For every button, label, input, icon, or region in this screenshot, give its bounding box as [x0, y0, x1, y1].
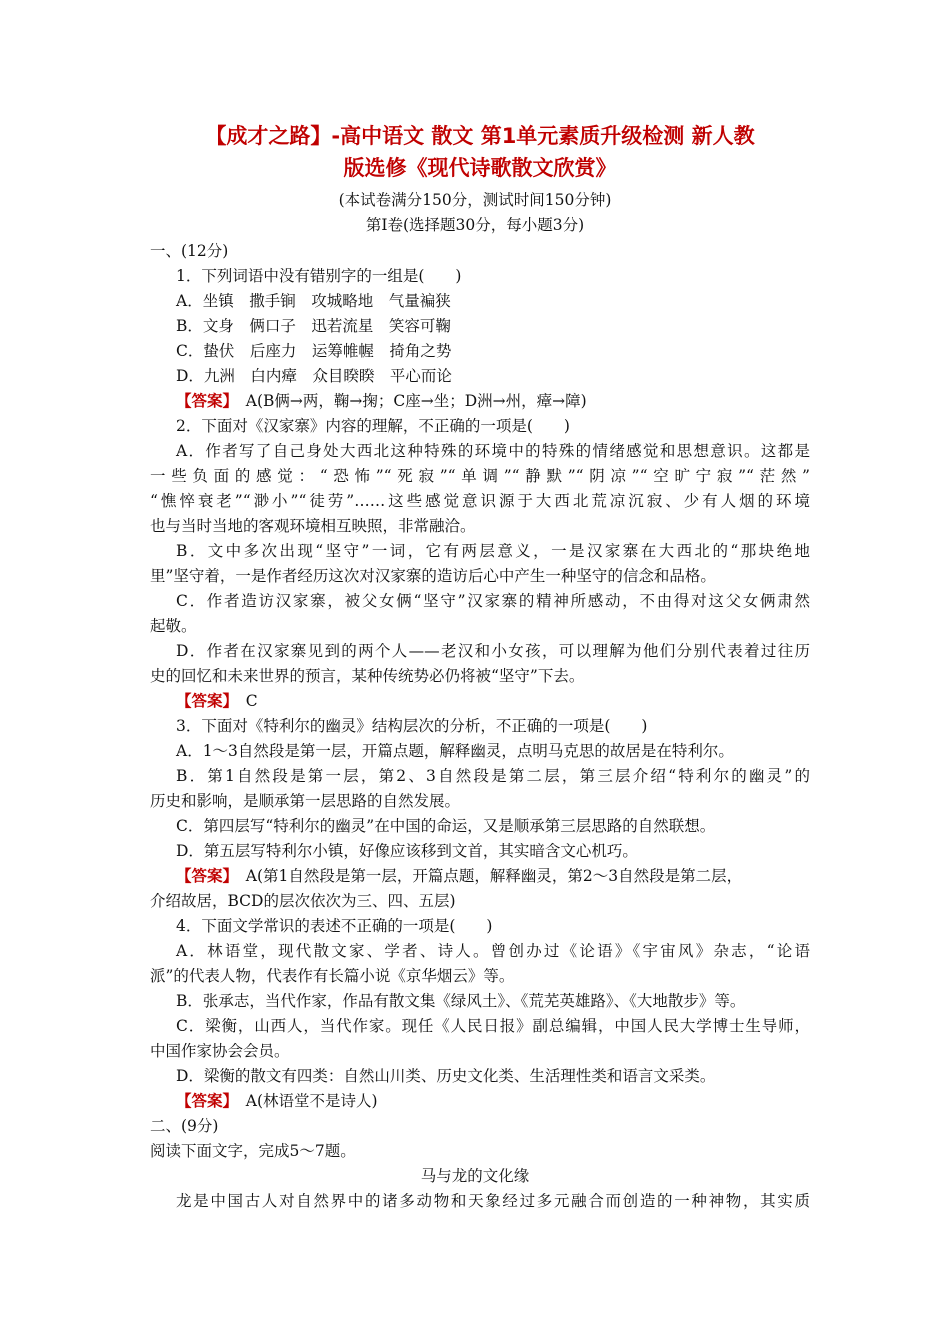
section-heading: 一、(12分) — [150, 242, 229, 260]
answer-text-continued: 介绍故居，BCD的层次依次为三、四、五层) — [150, 892, 456, 910]
option-text: B．文身 俩口子 迅若流星 笑容可鞠 — [176, 317, 451, 335]
option-text: C．梁衡，山西人，当代作家。现任《人民日报》副总编辑，中国人民大学博士生导师， — [176, 1017, 810, 1035]
answer-label: 【答案】 — [176, 692, 231, 710]
option-text: A．林语堂，现代散文家、学者、诗人。曾创办过《论语》《宇宙风》杂志，“论语 — [176, 942, 810, 960]
question-1: 1．下列词语中没有错别字的一组是( ) — [176, 267, 462, 285]
title-line-2: 版选修《现代诗歌散文欣赏》 — [343, 156, 617, 180]
reading-instruction: 阅读下面文字，完成5～7题。 — [150, 1142, 356, 1160]
option-text: 一些负面的感觉：“恐怖”“死寂”“单调”“静默”“阴凉”“空旷宁寂”“茫然” — [150, 467, 810, 485]
option-text: B．文中多次出现“坚守”一词，它有两层意义，一是汉家寨在大西北的“那块绝地 — [176, 542, 810, 560]
article-title: 马与龙的文化缘 — [420, 1167, 530, 1185]
option-text: C．蛰伏 后座力 运筹帷幄 掎角之势 — [176, 342, 452, 360]
answer-line — [176, 865, 742, 887]
option-text: D．作者在汉家寨见到的两个人——老汉和小女孩，可以理解为他们分别代表着过往历 — [176, 642, 810, 660]
option-text: B．第1自然段是第一层，第2、3自然段是第二层，第三层介绍“特利尔的幽灵”的 — [176, 767, 810, 785]
option-text: 史的回忆和未来世界的预言，某种传统势必仍将被“坚守”下去。 — [150, 667, 585, 685]
answer-line — [176, 690, 258, 712]
option-text: 历史和影响，是顺承第一层思路的自然发展。 — [150, 792, 461, 810]
question-2: 2．下面对《汉家寨》内容的理解，不正确的一项是( ) — [176, 417, 570, 435]
option-text: B．张承志，当代作家，作品有散文集《绿风土》、《荒芜英雄路》、《大地散步》等。 — [176, 992, 746, 1010]
answer-line — [176, 390, 587, 412]
option-text: 派”的代表人物，代表作有长篇小说《京华烟云》等。 — [150, 967, 515, 985]
option-text: C．作者造访汉家寨，被父女俩“坚守”汉家寨的精神所感动，不由得对这父女俩肃然 — [176, 592, 810, 610]
title-line-1: 【成才之路】-高中语文 散文 第1单元素质升级检测 新人教 — [205, 124, 755, 148]
article-paragraph: 龙是中国古人对自然界中的诸多动物和天象经过多元融合而创造的一种神物，其实质 — [176, 1192, 810, 1210]
option-text: D．第五层写特利尔小镇，好像应该移到文首，其实暗含文心机巧。 — [176, 842, 638, 860]
exam-meta: (本试卷满分150分，测试时间150分钟) — [338, 191, 612, 209]
answer-label: 【答案】 — [176, 1092, 231, 1110]
option-text: 中国作家协会会员。 — [150, 1042, 290, 1060]
section-heading: 二、(9分) — [150, 1117, 219, 1135]
document-title — [140, 120, 820, 184]
option-text: 也与当时当地的客观环境相互映照，非常融洽。 — [150, 517, 476, 535]
answer-text: A(林语堂不是诗人) — [245, 1092, 378, 1110]
option-text: “憔悴衰老”“渺小”“徒劳”……这些感觉意识源于大西北荒凉沉寂、少有人烟的环境 — [150, 492, 810, 510]
option-text: D．九洲 白内瘴 众目睽睽 平心而论 — [176, 367, 452, 385]
question-3: 3．下面对《特利尔的幽灵》结构层次的分析，不正确的一项是( ) — [176, 717, 648, 735]
answer-line — [176, 1090, 378, 1112]
question-4: 4．下面文学常识的表述不正确的一项是( ) — [176, 917, 493, 935]
option-text: 起敬。 — [150, 617, 197, 635]
option-text: A．作者写了自己身处大西北这种特殊的环境中的特殊的情绪感觉和思想意识。这都是 — [176, 442, 810, 460]
volume-heading: 第Ⅰ卷(选择题30分，每小题3分) — [365, 216, 585, 234]
option-text: C．第四层写“特利尔的幽灵”在中国的命运，又是顺承第三层思路的自然联想。 — [176, 817, 716, 835]
answer-text: A(B俩→两，鞠→掬；C座→坐；D洲→州，瘴→障) — [245, 392, 587, 410]
option-text: 里”坚守着，一是作者经历这次对汉家寨的造访后心中产生一种坚守的信念和品格。 — [150, 567, 716, 585]
option-text: D．梁衡的散文有四类：自然山川类、历史文化类、生活理性类和语言文采类。 — [176, 1067, 716, 1085]
answer-text: A(第1自然段是第一层，开篇点题，解释幽灵，第2～3自然段是第二层， — [245, 867, 743, 885]
answer-text: C — [245, 692, 258, 710]
option-text: A．1～3自然段是第一层，开篇点题，解释幽灵，点明马克思的故居是在特利尔。 — [176, 742, 734, 760]
answer-label: 【答案】 — [176, 392, 231, 410]
answer-label: 【答案】 — [176, 867, 231, 885]
option-text: A．坐镇 撒手锏 攻城略地 气量褊狭 — [176, 292, 451, 310]
